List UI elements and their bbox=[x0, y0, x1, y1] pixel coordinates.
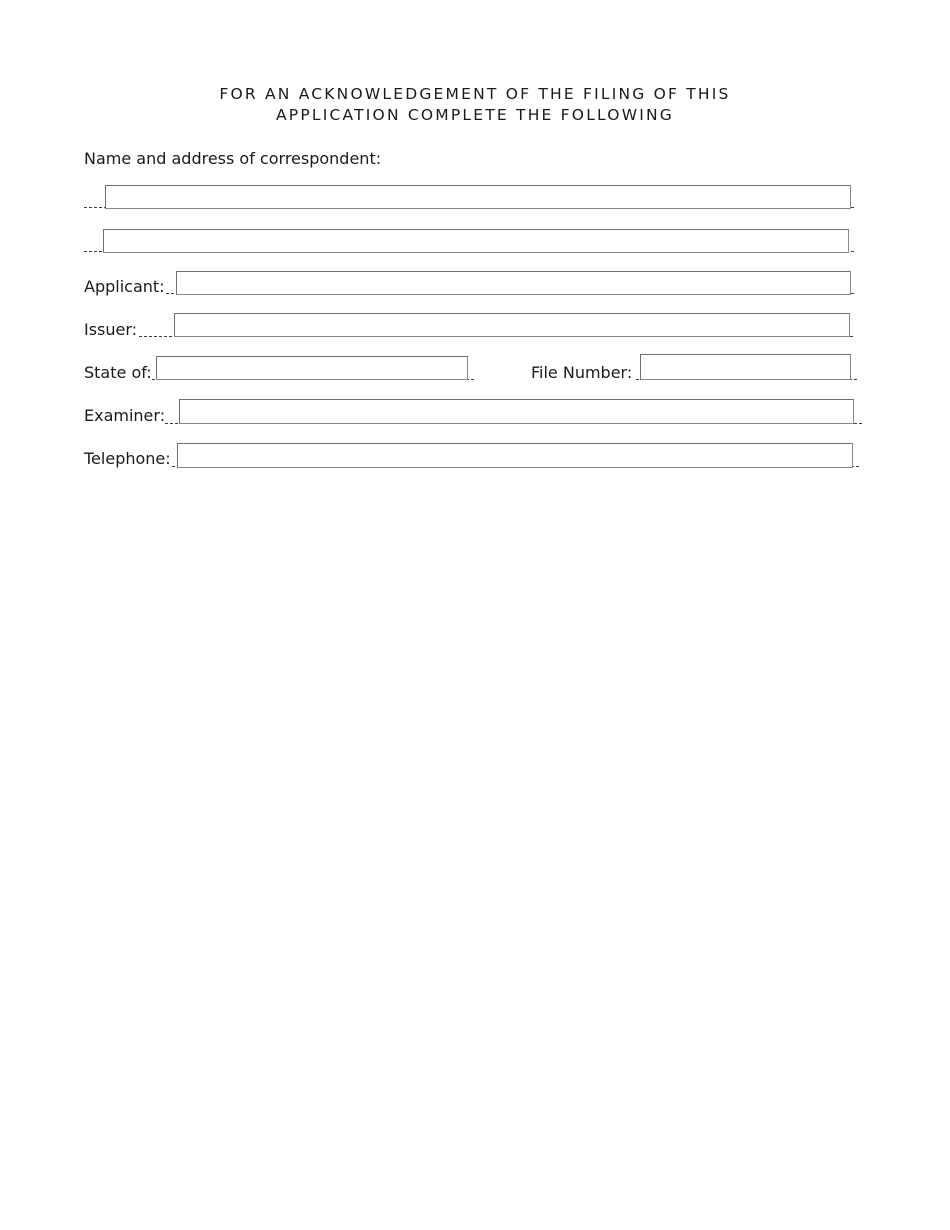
correspondent-address-line-1-field[interactable] bbox=[105, 185, 851, 209]
state-label: State of: bbox=[84, 363, 152, 382]
file-number-label: File Number: bbox=[531, 363, 633, 382]
issuer-label: Issuer: bbox=[84, 320, 138, 339]
state-of-field[interactable] bbox=[156, 356, 468, 380]
telephone-label: Telephone: bbox=[84, 449, 171, 468]
applicant-field[interactable] bbox=[176, 271, 851, 295]
form-heading-line-2: APPLICATION COMPLETE THE FOLLOWING bbox=[275, 106, 675, 124]
correspondent-address-line-2-field[interactable] bbox=[103, 229, 849, 253]
examiner-label: Examiner: bbox=[84, 406, 166, 425]
file-number-field[interactable] bbox=[640, 354, 851, 380]
examiner-field[interactable] bbox=[179, 399, 854, 424]
correspondent-label: Name and address of correspondent: bbox=[84, 149, 382, 168]
issuer-field[interactable] bbox=[174, 313, 850, 337]
telephone-field[interactable] bbox=[177, 443, 853, 468]
form-heading-line-1: FOR AN ACKNOWLEDGEMENT OF THE FILING OF THIS bbox=[219, 85, 731, 103]
applicant-label: Applicant: bbox=[84, 277, 165, 296]
